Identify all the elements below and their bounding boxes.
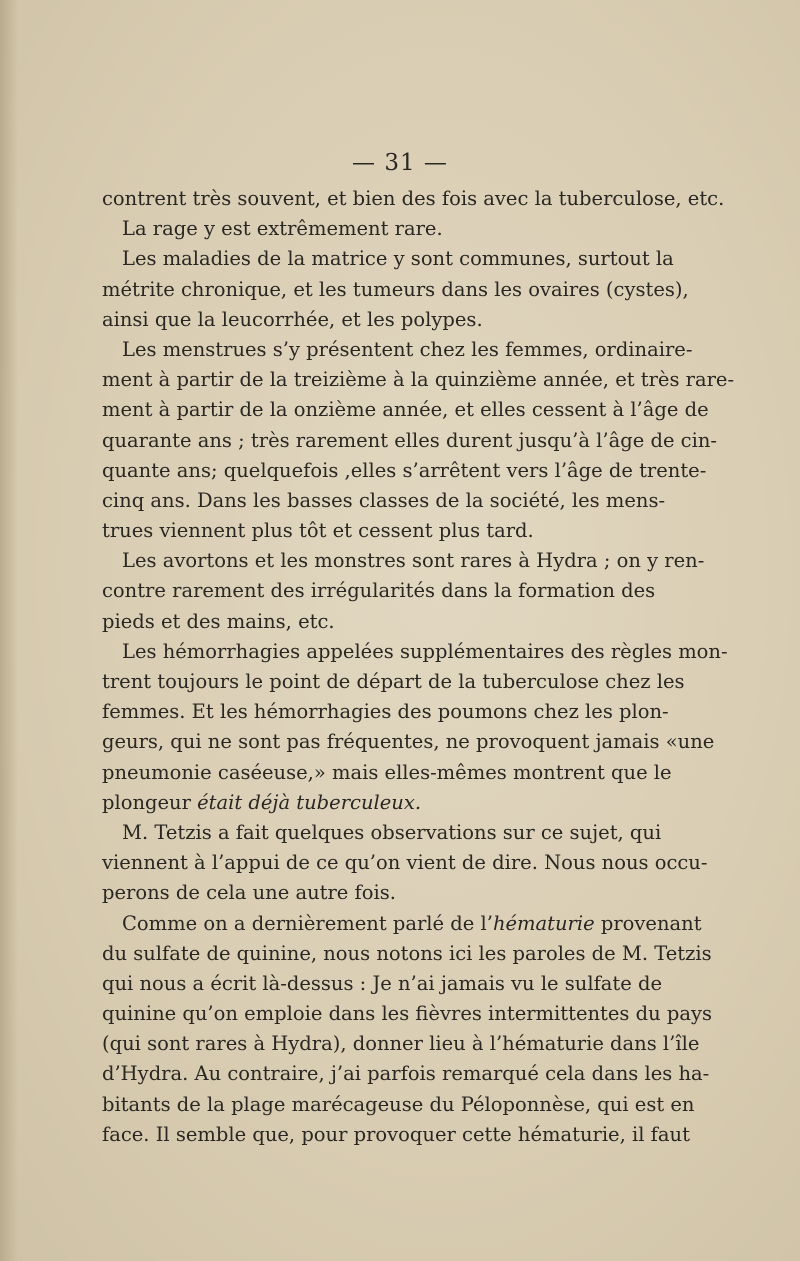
text-line — [102, 335, 693, 365]
text-line — [102, 667, 685, 697]
text-line-content: ment à partir de la onzième année, et elles cessent à l’âge de — [102, 398, 709, 422]
text-line-content: contrent très souvent, et bien des fois avec la tuberculose, etc. — [102, 187, 725, 210]
text-line — [102, 607, 652, 637]
text-line-content: contre rarement des irrégularités dans la formation des — [102, 579, 656, 603]
text-line — [102, 275, 689, 305]
text-line — [102, 576, 656, 606]
text-line-content: d’Hydra. Au contraire, j’ai parfois remarqué cela dans les ha- — [102, 1062, 710, 1086]
text-line — [102, 395, 709, 425]
text-line-content: plongeur — [102, 790, 198, 814]
text-line-content: Les hémorrhagies appelées supplémentaires des règles mon- — [122, 639, 728, 663]
text-line-content: face. Il semble que, pour provoquer cette hématurie, il faut — [102, 1122, 690, 1146]
text-line — [102, 727, 715, 757]
text-line — [102, 697, 669, 727]
text-line — [102, 758, 672, 788]
text-line — [102, 637, 728, 667]
text-line-content: La rage y est extrêmement rare. — [122, 217, 443, 241]
text-line-content: quinine qu’on emploie dans les fièvres intermittentes du pays — [102, 1002, 713, 1026]
page-number: — 31 — — [352, 150, 448, 176]
text-line-content: pneumonie caséeuse,» mais elles-mêmes montrent que le — [102, 760, 672, 784]
text-line — [102, 546, 705, 576]
text-line — [102, 939, 712, 969]
text-line — [102, 426, 717, 456]
body-text — [102, 184, 735, 1150]
text-line-content: pieds et des mains, etc. — [102, 609, 335, 633]
text-line — [102, 1090, 695, 1120]
page-edge-shadow — [0, 0, 18, 1261]
text-line — [102, 999, 713, 1029]
text-line — [102, 818, 662, 848]
text-line-content: M. Tetzis a fait quelques observations sur ce sujet, qui — [122, 820, 662, 844]
text-line-content: du sulfate de quinine, nous notons ici les paroles de M. Tetzis — [102, 941, 712, 965]
text-line-content: perons de cela une autre fois. — [102, 881, 396, 905]
text-line-content: cinq ans. Dans les basses classes de la société, les mens- — [102, 488, 666, 512]
text-line-content: quante ans; quelquefois ,elles s’arrêtent vers l’âge de trente- — [102, 458, 707, 482]
italic-term: hématurie — [492, 911, 595, 935]
text-line-content: (qui sont rares à Hydra), donner lieu à l’hématurie dans l’île — [102, 1032, 700, 1056]
text-line — [102, 244, 674, 274]
text-line — [102, 486, 666, 516]
text-line-content: trues viennent plus tôt et cessent plus tard. — [102, 519, 534, 543]
text-line — [102, 214, 652, 244]
text-line-content: Les avortons et les monstres sont rares à Hydra ; on y ren- — [122, 549, 705, 573]
text-line-content: femmes. Et les hémorrhagies des poumons chez les plon- — [102, 700, 669, 724]
text-line — [102, 184, 725, 214]
text-line-content: ment à partir de la treizième à la quinzième année, et très rare- — [102, 368, 735, 392]
text-line — [102, 516, 652, 546]
text-line-content: Comme on a dernièrement parlé de l’ — [122, 911, 493, 935]
text-line — [102, 909, 702, 939]
text-line-content: quarante ans ; très rarement elles durent jusqu’à l’âge de cin- — [102, 428, 717, 452]
text-line — [102, 848, 708, 878]
text-line — [102, 878, 652, 908]
text-line-content: geurs, qui ne sont pas fréquentes, ne provoquent jamais «une — [102, 730, 715, 754]
text-line — [102, 1120, 690, 1150]
text-line-content: qui nous a écrit là-dessus : Je n’ai jamais vu le sulfate de — [102, 971, 663, 995]
text-line-content: ainsi que la leucorrhée, et les polypes. — [102, 307, 483, 331]
text-line — [102, 1029, 700, 1059]
text-line-content: viennent à l’appui de ce qu’on vient de dire. Nous nous occu- — [102, 851, 708, 875]
text-line-tail: provenant — [594, 911, 702, 935]
italic-phrase: était déjà tuberculeux. — [197, 790, 422, 814]
text-line — [102, 305, 652, 335]
text-line — [102, 1059, 710, 1089]
text-line-content: Les maladies de la matrice y sont communes, surtout la — [122, 247, 674, 271]
text-line — [102, 456, 707, 486]
text-line-content: Les menstrues s’y présentent chez les femmes, ordinaire- — [122, 337, 693, 361]
text-line-content: bitants de la plage marécageuse du Péloponnèse, qui est en — [102, 1092, 695, 1116]
text-line — [102, 969, 663, 999]
text-line — [102, 788, 652, 818]
text-line-content: trent toujours le point de départ de la tuberculose chez les — [102, 670, 685, 693]
text-line — [102, 365, 735, 395]
text-line-content: métrite chronique, et les tumeurs dans les ovaires (cystes), — [102, 277, 689, 301]
